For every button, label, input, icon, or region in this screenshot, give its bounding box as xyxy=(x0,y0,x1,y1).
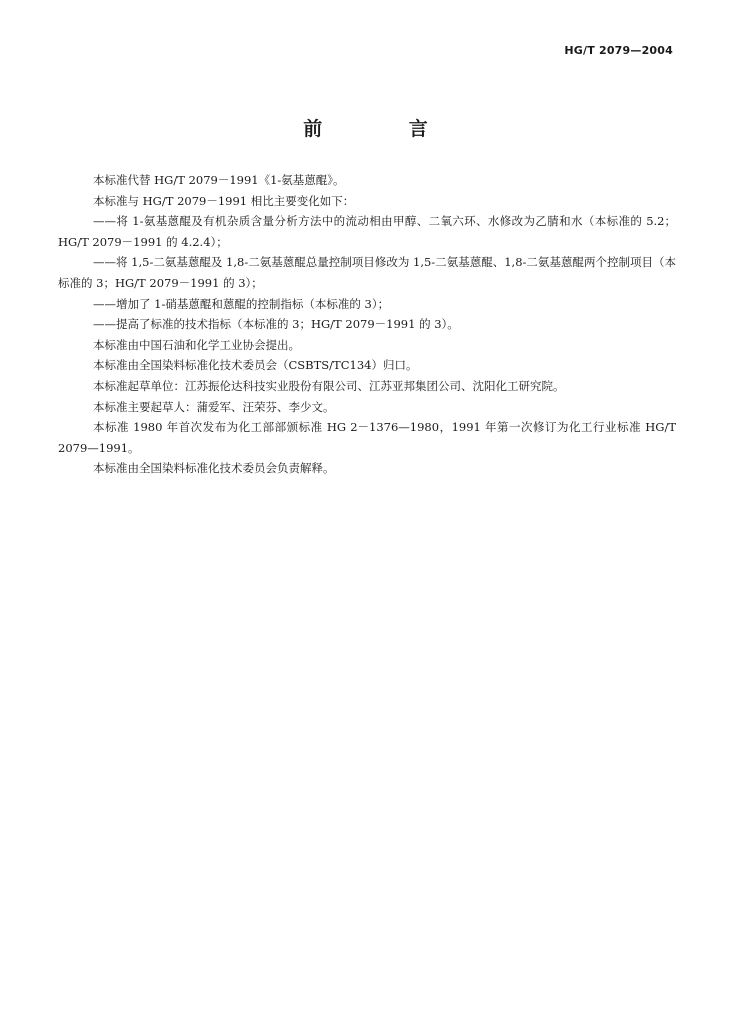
paragraph-change-raised-indices: ——提高了标准的技术指标（本标准的 3；HG/T 2079－1991 的 3）。 xyxy=(93,317,459,332)
paragraph-interpretation: 本标准由全国染料标准化技术委员会负责解释。 xyxy=(93,461,335,476)
paragraph-proposed-by: 本标准由中国石油和化学工业协会提出。 xyxy=(93,337,300,352)
paragraph-drafting-units: 本标准起草单位：江苏振伦达科技实业股份有限公司、江苏亚邦集团公司、沈阳化工研究院。 xyxy=(93,378,565,393)
paragraph-changes-intro: 本标准与 HG/T 2079－1991 相比主要变化如下： xyxy=(93,193,355,208)
paragraph-change-control-items: ——将 1,5-二氨基蒽醌及 1,8-二氨基蒽醌总量控制项目修改为 1,5-二氨基蒽醌、1,8-二氨基蒽醌两个控制项目（本标准的 3；HG/T 2079－1991 的 3）； xyxy=(58,255,676,290)
foreword-body xyxy=(58,170,676,479)
paragraph-replaces: 本标准代替 HG/T 2079－1991《1-氨基蒽醌》。 xyxy=(93,173,345,187)
paragraph-main-drafters: 本标准主要起草人：蒲爱军、汪荣芬、李少文。 xyxy=(93,399,335,414)
paragraph-history: 本标准 1980 年首次发布为化工部部颁标准 HG 2－1376—1980，1991 年第一次修订为化工行业标准 HG/T 2079—1991。 xyxy=(58,420,676,455)
paragraph-change-mobile-phase: ——将 1-氨基蒽醌及有机杂质含量分析方法中的流动相由甲醇、二氧六环、水修改为乙腈和水（本标准的 5.2；HG/T 2079－1991 的 4.2.4）； xyxy=(58,214,676,249)
standard-code: HG/T 2079—2004 xyxy=(564,44,673,57)
page-title: 前 言 xyxy=(303,118,468,140)
paragraph-change-added-indices: ——增加了 1-硝基蒽醌和蒽醌的控制指标（本标准的 3）； xyxy=(93,296,390,311)
paragraph-under-jurisdiction: 本标准由全国染料标准化技术委员会（CSBTS/TC134）归口。 xyxy=(93,358,418,373)
